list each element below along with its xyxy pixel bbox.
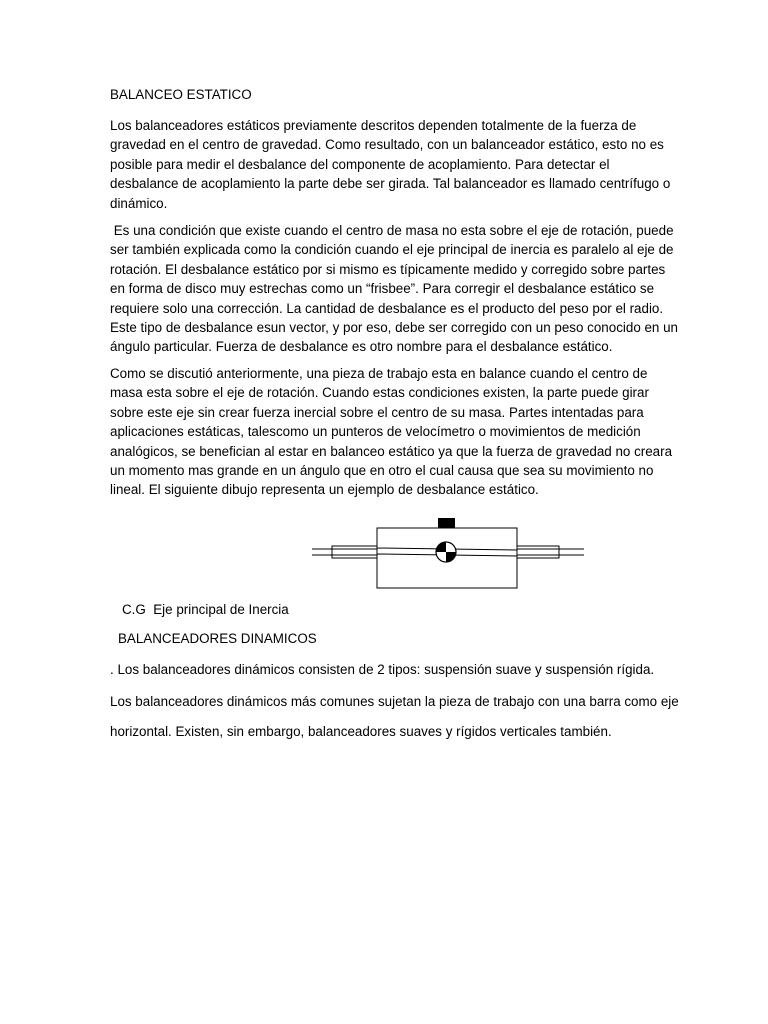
paragraph-line: dinámico. — [110, 195, 168, 211]
static-unbalance-diagram — [312, 516, 584, 592]
paragraph-line: un momento mas grande en un ángulo que en otro el cual causa que sea su movimiento no — [110, 462, 654, 478]
paragraph-dynamic-types: . Los balanceadores dinámicos consisten de 2 tipos: suspensión suave y suspensión rígida. — [110, 662, 655, 677]
paragraph-line: en forma de disco muy estrechas como un “frisbee”. Para corregir el desbalance estático se — [110, 281, 655, 297]
paragraph-line: Es una condición que existe cuando el centro de masa no esta sobre el eje de rotación, puede — [110, 223, 674, 238]
paragraph-line: posible para medir el desbalance del componente de acoplamiento. Para detectar el — [110, 156, 610, 172]
right-journal — [517, 546, 559, 558]
paragraph-line: desbalance de acoplamiento la parte debe ser girada. Tal balanceador es llamado centrífugo o — [110, 176, 671, 192]
center-of-gravity-icon — [436, 542, 456, 562]
section-heading: BALANCEADORES DINAMICOS — [118, 631, 317, 646]
left-journal — [332, 546, 377, 558]
paragraph-balance-condition — [110, 364, 673, 500]
paragraph-line: aplicaciones estáticas, talescomo un punteros de velocímetro o movimientos de medición — [110, 424, 641, 440]
paragraph-line: masa esta sobre el eje de rotación. Cuando estas condiciones existen, la parte puede girar — [110, 385, 649, 401]
paragraph-line: sobre este eje sin crear fuerza inercial sobre el centro de su masa. Partes intentadas para — [110, 404, 644, 420]
paragraph-static-balancers — [110, 116, 671, 213]
paragraph-line: Como se discutió anteriormente, una pieza de trabajo esta en balance cuando el centro de — [110, 366, 648, 381]
paragraph-line: Los balanceadores estáticos previamente descritos dependen totalmente de la fuerza de — [110, 118, 637, 133]
paragraph-line: ángulo particular. Fuerza de desbalance es otro nombre para el desbalance estático. — [110, 339, 613, 355]
paragraph-line: Este tipo de desbalance esun vector, y por eso, debe ser corregido con un peso conocido en un — [110, 319, 678, 335]
paragraph-line: lineal. El siguiente dibujo representa un ejemplo de desbalance estático. — [110, 482, 539, 498]
page-title: BALANCEO ESTATICO — [110, 87, 252, 102]
diagram-caption: C.G Eje principal de Inercia — [122, 602, 289, 617]
paragraph-line: gravedad en el centro de gravedad. Como resultado, con un balanceador estático, esto no es — [110, 137, 664, 153]
paragraph-line: analógicos, se benefician al estar en balanceo estático ya que la fuerza de gravedad no creara — [110, 443, 673, 459]
paragraph-line: requiere solo una corrección. La cantidad de desbalance es el producto del peso por el radio. — [110, 300, 664, 316]
paragraph-static-unbalance-definition — [110, 221, 678, 357]
paragraph-dynamic-common-line2: horizontal. Existen, sin embargo, balanceadores suaves y rígidos verticales también. — [110, 724, 612, 739]
paragraph-line: ser también explicada como la condición cuando el eje principal de inercia es paralelo al eje de — [110, 242, 674, 258]
paragraph-dynamic-common-line1: Los balanceadores dinámicos más comunes sujetan la pieza de trabajo con una barra como eje — [110, 694, 679, 709]
unbalance-weight — [438, 518, 455, 528]
paragraph-line: rotación. El desbalance estático por si mismo es típicamente medido y corregido sobre partes — [110, 261, 666, 277]
